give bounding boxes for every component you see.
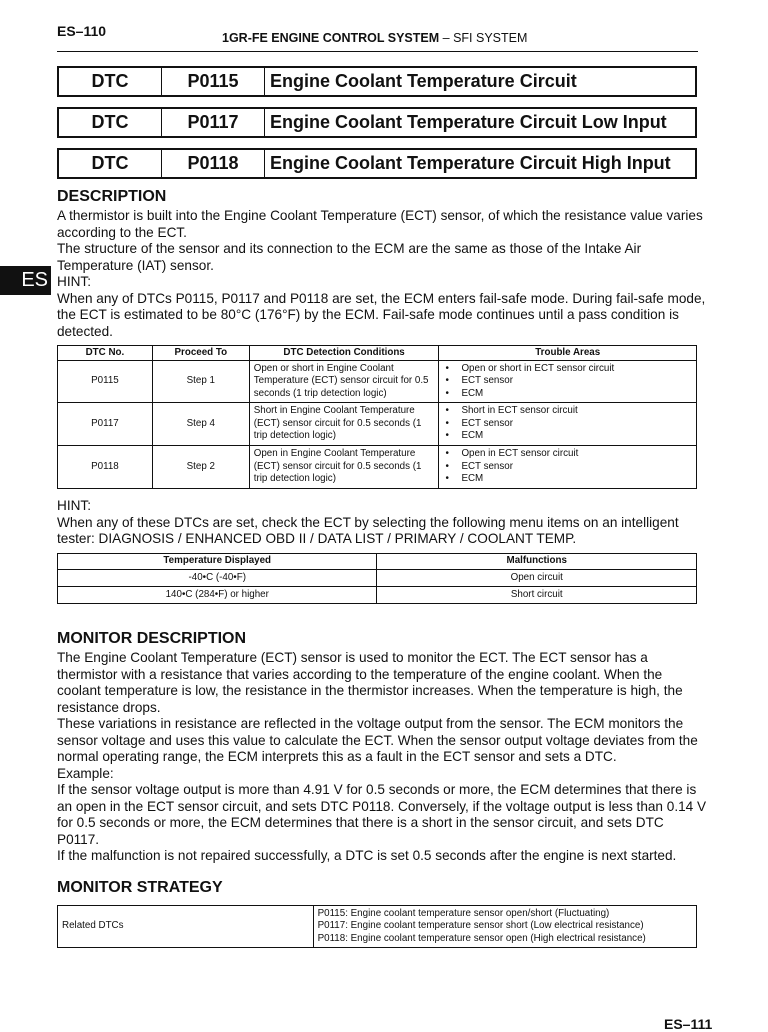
col-header-malfunctions: Malfunctions xyxy=(377,554,697,570)
list-item: • ECT sensor xyxy=(443,461,692,474)
dtc-code: P0117 xyxy=(162,109,265,136)
dtc-label: DTC xyxy=(59,109,162,136)
cell-related-dtcs-values xyxy=(313,906,696,948)
cell-proceed: Step 4 xyxy=(152,403,249,446)
dtc-label: DTC xyxy=(59,68,162,95)
cell-areas xyxy=(439,446,697,489)
col-header-proceed-to: Proceed To xyxy=(152,346,249,361)
list-item: • ECM xyxy=(443,430,692,443)
hint2-text: When any of these DTCs are set, check the ECT by selecting the following menu items on an intelligent tester: DIAGNOSIS / ENHANCED OBD II / DATA LIST / PRIMARY / COOLANT TEMP. xyxy=(57,514,679,546)
header-divider xyxy=(57,51,698,52)
table-row xyxy=(58,361,697,403)
table-row xyxy=(58,570,697,587)
cell-temperature: 140•C (284•F) or higher xyxy=(58,587,377,604)
cell-proceed: Step 2 xyxy=(152,446,249,489)
dtc-code: P0118 xyxy=(162,150,265,177)
hint-label: HINT: xyxy=(57,274,91,289)
dtc-name: Engine Coolant Temperature Circuit xyxy=(270,71,577,91)
dtc-name: Engine Coolant Temperature Circuit Low Input xyxy=(270,112,667,132)
cell-proceed: Step 1 xyxy=(152,361,249,403)
section-title-sep: – xyxy=(442,31,450,45)
table-row xyxy=(58,446,697,489)
cell-dtc: P0117 xyxy=(58,403,153,446)
list-item: P0117: Engine coolant temperature sensor short (Low electrical resistance) xyxy=(317,920,644,932)
section-title xyxy=(222,31,527,45)
cell-condition: Open in Engine Coolant Temperature (ECT) sensor circuit for 0.5 seconds (1 trip detection logic) xyxy=(249,446,439,489)
section-title-rest: SFI SYSTEM xyxy=(453,31,528,45)
section-title-bold: 1GR-FE ENGINE CONTROL SYSTEM xyxy=(222,31,440,45)
cell-areas xyxy=(439,361,697,403)
dtc-table xyxy=(57,345,697,489)
example-label: Example: xyxy=(57,765,114,781)
monitor-p2: These variations in resistance are reflected in the voltage output from the sensor. The ECM monitors the sensor voltage and uses this value to calculate the ECT. When the sensor output voltage deviates from the normal operating range, the ECM interprets this as a fault in the ECT sensor and sets a DTC. xyxy=(57,716,698,764)
table-header-row xyxy=(58,554,697,570)
list-item: • ECT sensor xyxy=(443,375,692,388)
list-item: P0115: Engine coolant temperature sensor open/short (Fluctuating) xyxy=(317,907,610,919)
col-header-conditions: DTC Detection Conditions xyxy=(249,346,439,361)
monitor-strategy-heading: MONITOR STRATEGY xyxy=(57,879,223,896)
list-item: • ECT sensor xyxy=(443,418,692,431)
monitor-p1: The Engine Coolant Temperature (ECT) sensor is used to monitor the ECT. The ECT sensor has a thermistor with a resistance that varies according to the temperature of the engine coolant. When the coolant temperature is low, the resistance in the thermistor increases. When the temperature is high, the resistance drops. xyxy=(57,650,683,715)
description-heading: DESCRIPTION xyxy=(57,188,167,205)
table-row xyxy=(58,403,697,446)
list-item: • Open or short in ECT sensor circuit xyxy=(443,363,692,376)
monitor-description-body xyxy=(57,650,707,865)
cell-condition: Open or short in Engine Coolant Temperature (ECT) sensor circuit for 0.5 seconds (1 trip detection logic) xyxy=(249,361,439,403)
hint2-label: HINT: xyxy=(57,498,91,513)
cell-temperature: -40•C (-40•F) xyxy=(58,570,377,587)
dtc-title-box-p0118 xyxy=(57,148,697,179)
side-tab-es: ES xyxy=(0,266,51,295)
dtc-title-box-p0115 xyxy=(57,66,697,97)
description-p2: The structure of the sensor and its connection to the ECM are the same as those of the Intake Air Temperature (IAT) sensor. xyxy=(57,241,642,273)
col-header-dtc-no: DTC No. xyxy=(58,346,153,361)
list-item: • Open in ECT sensor circuit xyxy=(443,448,692,461)
list-item: P0118: Engine coolant temperature sensor open (High electrical resistance) xyxy=(317,932,646,944)
description-p1: A thermistor is built into the Engine Coolant Temperature (ECT) sensor, of which the resistance value varies according to the ECT. xyxy=(57,208,703,240)
monitor-p3: If the sensor voltage output is more than 4.91 V for 0.5 seconds or more, the ECM determines that there is an open in the ECT sensor circuit, and sets DTC P0118. Conversely, if the voltage output is less than 0.14 V for 0.5 seconds or more, the ECM determines that there is a short in the sensor circuit, and sets DTC P0117. xyxy=(57,782,707,847)
dtc-title-box-p0117 xyxy=(57,107,697,138)
cell-condition: Short in Engine Coolant Temperature (ECT) sensor circuit for 0.5 seconds (1 trip detection logic) xyxy=(249,403,439,446)
col-header-trouble-areas: Trouble Areas xyxy=(439,346,697,361)
table-row xyxy=(58,906,697,948)
monitor-description-heading: MONITOR DESCRIPTION xyxy=(57,630,247,647)
col-header-temperature: Temperature Displayed xyxy=(58,554,377,570)
next-page-number: ES–111 xyxy=(664,1016,713,1032)
monitor-p4: If the malfunction is not repaired successfully, a DTC is set 0.5 seconds after the engine is next started. xyxy=(57,848,677,863)
temperature-table xyxy=(57,553,697,604)
cell-areas xyxy=(439,403,697,446)
cell-dtc: P0118 xyxy=(58,446,153,489)
monitor-strategy-table xyxy=(57,905,697,948)
dtc-code: P0115 xyxy=(162,68,265,95)
cell-malfunction: Short circuit xyxy=(377,587,697,604)
hint2-body xyxy=(57,498,707,548)
cell-malfunction: Open circuit xyxy=(377,570,697,587)
dtc-name: Engine Coolant Temperature Circuit High Input xyxy=(270,153,671,173)
page-number: ES–110 xyxy=(57,23,107,39)
dtc-label: DTC xyxy=(59,150,162,177)
list-item: • ECM xyxy=(443,388,692,401)
description-body xyxy=(57,208,707,340)
list-item: • Short in ECT sensor circuit xyxy=(443,405,692,418)
table-row xyxy=(58,587,697,604)
cell-related-dtcs-label: Related DTCs xyxy=(58,906,314,948)
table-header-row xyxy=(58,346,697,361)
hint-text: When any of DTCs P0115, P0117 and P0118 are set, the ECM enters fail-safe mode. During fail-safe mode, the ECT is estimated to be 80°C (176°F) by the ECM. Fail-safe mode continues until a pass condition is detected. xyxy=(57,290,706,339)
cell-dtc: P0115 xyxy=(58,361,153,403)
list-item: • ECM xyxy=(443,473,692,486)
